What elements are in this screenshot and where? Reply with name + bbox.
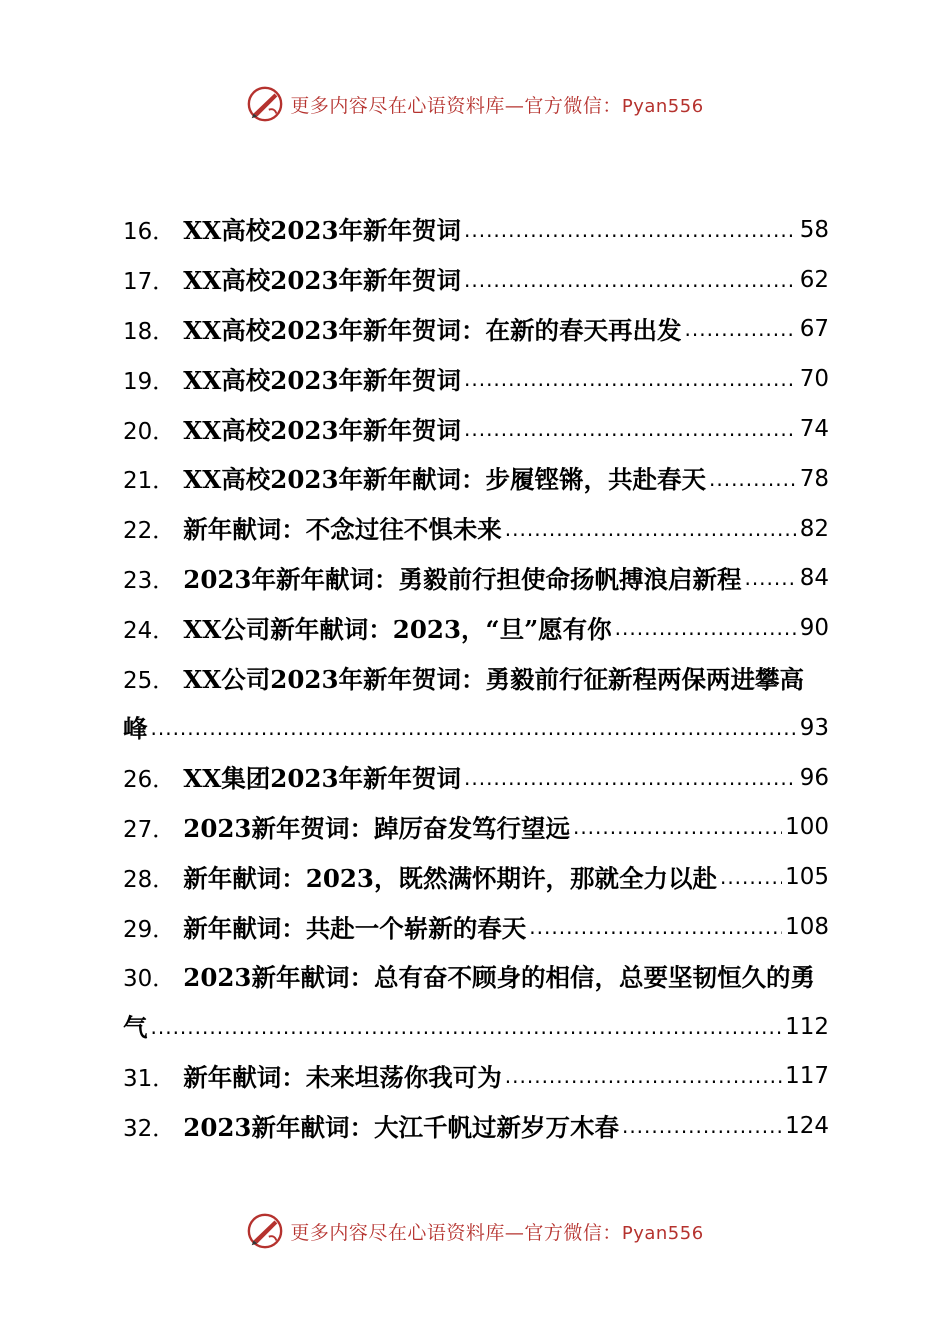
leader-dots xyxy=(615,616,797,640)
toc-entry[interactable]: 22． 新年献词：不念过往不惧未来 ..... 82 xyxy=(123,504,829,554)
pen-logo-icon xyxy=(246,1212,284,1250)
leader-dots xyxy=(529,915,782,939)
table-of-contents xyxy=(123,205,829,1151)
leader-dots xyxy=(464,367,797,391)
toc-entry[interactable]: 18． XX高校2023年新年贺词：在新的春天再出发 ..... 67 xyxy=(123,305,829,355)
leader-dots xyxy=(151,716,797,740)
toc-entry[interactable]: 28． 新年献词：2023，既然满怀期许，那就全力以赴 ..... 105 xyxy=(123,852,829,902)
banner-text: 更多内容尽在心语资料库—官方微信：Pyan556 xyxy=(290,94,704,117)
toc-entry[interactable]: 21． XX高校2023年新年献词：步履铿锵，共赴春天 ..... 78 xyxy=(123,454,829,504)
toc-entry[interactable]: 20． XX高校2023年新年贺词 ..... 74 xyxy=(123,404,829,454)
banner-text: 更多内容尽在心语资料库—官方微信：Pyan556 xyxy=(290,1221,704,1244)
leader-dots xyxy=(505,1064,782,1088)
toc-entry[interactable]: 31． 新年献词：未来坦荡你我可为 ..... 117 xyxy=(123,1052,829,1102)
leader-dots xyxy=(709,467,797,491)
toc-entry[interactable]: 19． XX高校2023年新年贺词 ..... 70 xyxy=(123,354,829,404)
toc-entry[interactable]: 26． XX集团2023年新年贺词 ..... 96 xyxy=(123,753,829,803)
leader-dots xyxy=(622,1114,782,1138)
toc-entry[interactable]: 32． 2023新年献词：大江千帆过新岁万木春 ..... 124 xyxy=(123,1101,829,1151)
leader-dots xyxy=(685,317,797,341)
pen-logo-icon xyxy=(246,85,284,123)
toc-entry[interactable]: 30． 2023新年献词：总有奋不顾身的相信，总要坚韧恒久的勇 气 ..... 112 xyxy=(123,952,829,1052)
leader-dots xyxy=(573,815,782,839)
toc-entry[interactable]: 27． 2023新年贺词：踔厉奋发笃行望远 ..... 100 xyxy=(123,803,829,853)
leader-dots xyxy=(464,417,797,441)
leader-dots xyxy=(464,268,797,292)
toc-entry[interactable]: 23． 2023年新年献词：勇毅前行担使命扬帆搏浪启新程 ..... 84 xyxy=(123,554,829,604)
footer-banner xyxy=(0,1211,950,1251)
leader-dots xyxy=(744,566,796,590)
leader-dots xyxy=(464,218,797,242)
toc-entry[interactable]: 17． XX高校2023年新年贺词 ..... 62 xyxy=(123,255,829,305)
header-banner xyxy=(0,84,950,124)
leader-dots xyxy=(505,517,797,541)
leader-dots xyxy=(464,766,797,790)
leader-dots xyxy=(151,1015,783,1039)
toc-entry[interactable]: 25． XX公司2023年新年贺词：勇毅前行征新程两保两进攀高 峰 ..... 93 xyxy=(123,653,829,753)
toc-entry[interactable]: 24． XX公司新年献词：2023，“旦”愿有你 ..... 90 xyxy=(123,603,829,653)
toc-entry[interactable]: 29． 新年献词：共赴一个崭新的春天 ..... 108 xyxy=(123,902,829,952)
leader-dots xyxy=(720,865,782,889)
toc-entry[interactable]: 16． XX高校2023年新年贺词 ..... 58 xyxy=(123,205,829,255)
